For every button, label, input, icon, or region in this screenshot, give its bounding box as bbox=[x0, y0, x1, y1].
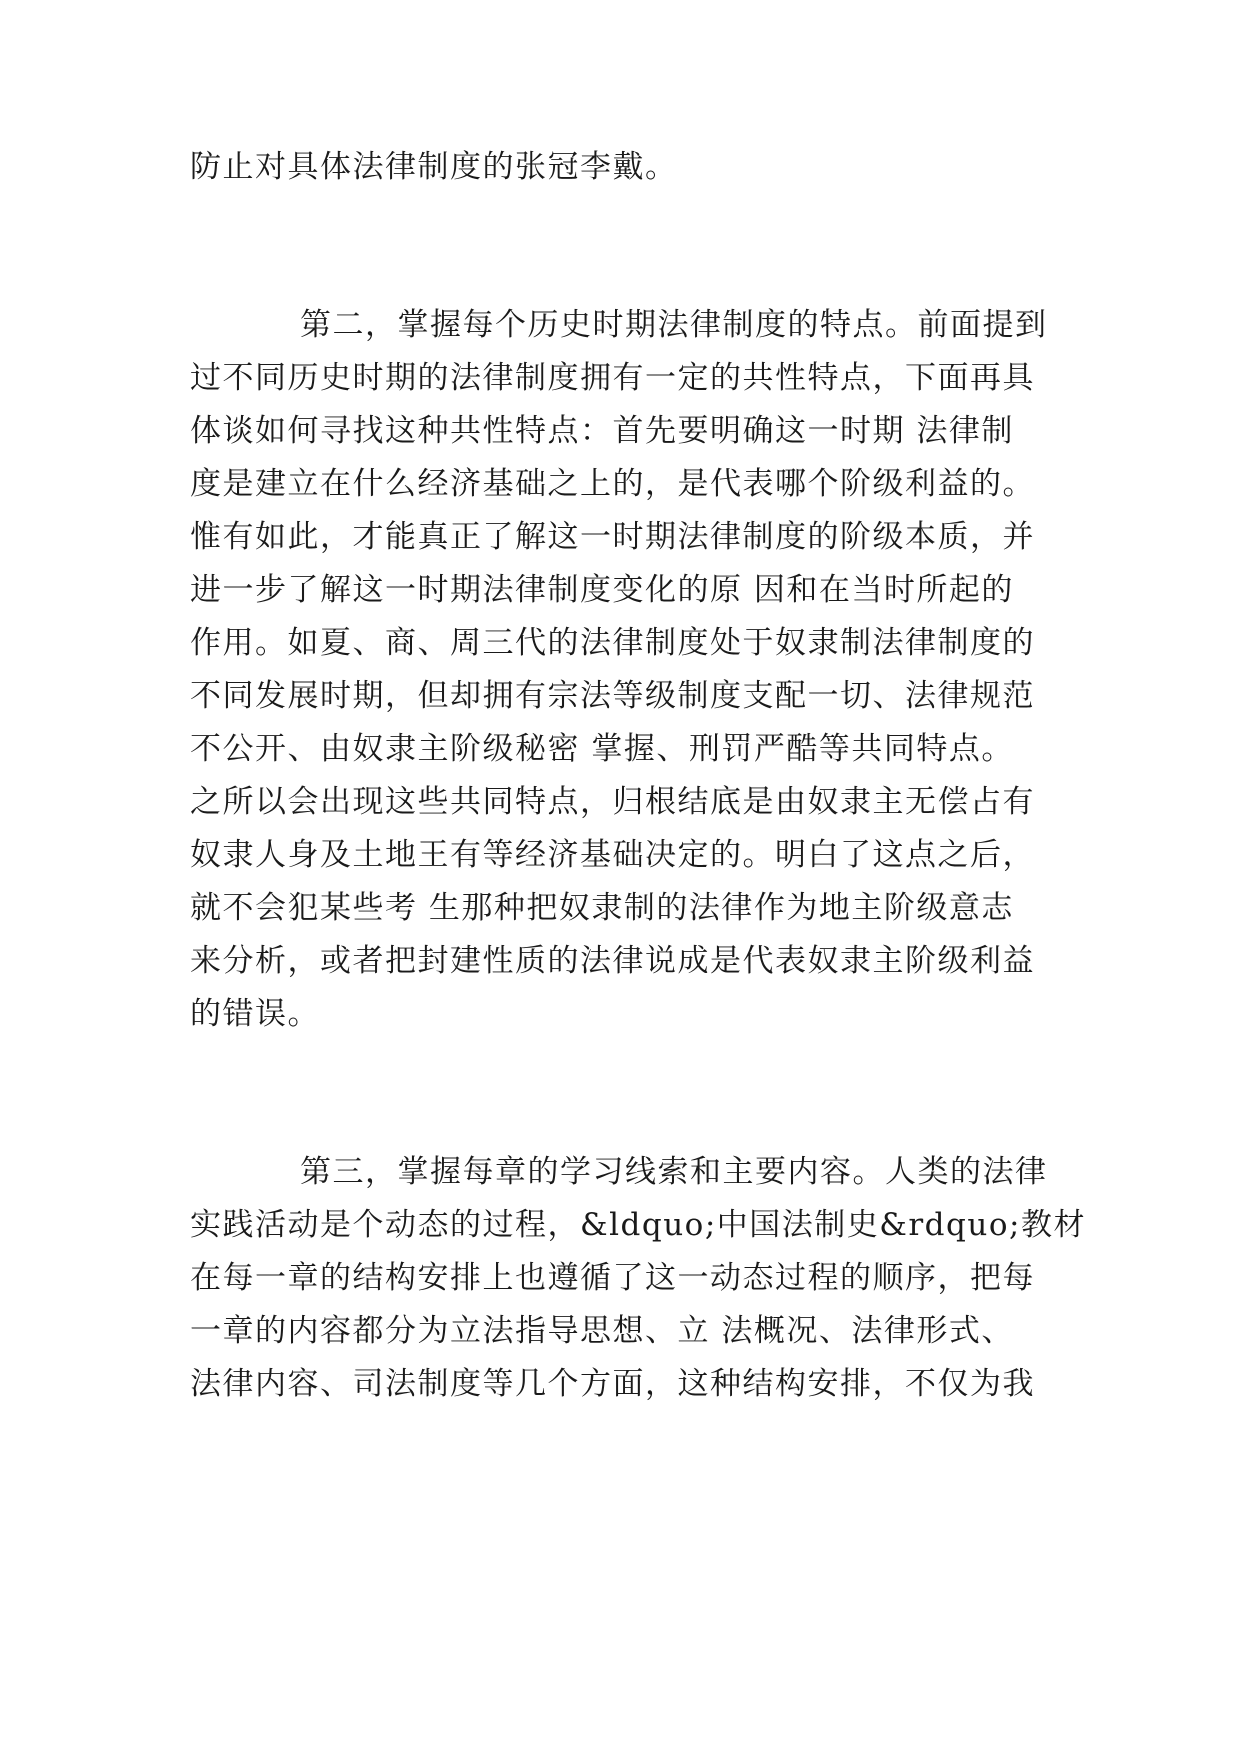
paragraph-2-line-14: 的错误。 bbox=[190, 996, 320, 1032]
paragraph-3-line-1: 第三，掌握每章的学习线索和主要内容。人类的法律 bbox=[300, 1154, 1048, 1190]
paragraph-2-line-2: 过不同历史时期的法律制度拥有一定的共性特点，下面再具 bbox=[190, 360, 1035, 396]
paragraph-2-line-7: 作用。如夏、商、周三代的法律制度处于奴隶制法律制度的 bbox=[190, 625, 1035, 661]
paragraph-3-line-2: 实践活动是个动态的过程，&ldquo;中国法制史&rdquo;教材 bbox=[190, 1207, 1086, 1243]
paragraph-2-line-4: 度是建立在什么经济基础之上的，是代表哪个阶级利益的。 bbox=[190, 466, 1035, 502]
paragraph-3-line-5: 法律内容、司法制度等几个方面，这种结构安排，不仅为我 bbox=[190, 1366, 1035, 1402]
paragraph-2-line-8: 不同发展时期，但却拥有宗法等级制度支配一切、法律规范 bbox=[190, 678, 1035, 714]
paragraph-2-line-9: 不公开、由奴隶主阶级秘密 掌握、刑罚严酷等共同特点。 bbox=[190, 731, 1014, 767]
paragraph-2-line-13: 来分析，或者把封建性质的法律说成是代表奴隶主阶级利益 bbox=[190, 943, 1035, 979]
paragraph-3-line-4: 一章的内容都分为立法指导思想、立 法概况、法律形式、 bbox=[190, 1313, 1014, 1349]
paragraph-2-line-3: 体谈如何寻找这种共性特点：首先要明确这一时期 法律制 bbox=[190, 413, 1014, 449]
paragraph-2-line-5: 惟有如此，才能真正了解这一时期法律制度的阶级本质，并 bbox=[190, 519, 1035, 555]
paragraph-2-line-1: 第二，掌握每个历史时期法律制度的特点。前面提到 bbox=[300, 307, 1048, 343]
paragraph-2-line-12: 就不会犯某些考 生那种把奴隶制的法律作为地主阶级意志 bbox=[190, 890, 1014, 926]
paragraph-2-line-11: 奴隶人身及土地王有等经济基础决定的。明白了这点之后， bbox=[190, 837, 1035, 873]
paragraph-3-line-3: 在每一章的结构安排上也遵循了这一动态过程的顺序，把每 bbox=[190, 1260, 1035, 1296]
paragraph-2-line-6: 进一步了解这一时期法律制度变化的原 因和在当时所起的 bbox=[190, 572, 1014, 608]
paragraph-1-line-1: 防止对具体法律制度的张冠李戴。 bbox=[190, 149, 678, 185]
paragraph-2-line-10: 之所以会出现这些共同特点，归根结底是由奴隶主无偿占有 bbox=[190, 784, 1035, 820]
